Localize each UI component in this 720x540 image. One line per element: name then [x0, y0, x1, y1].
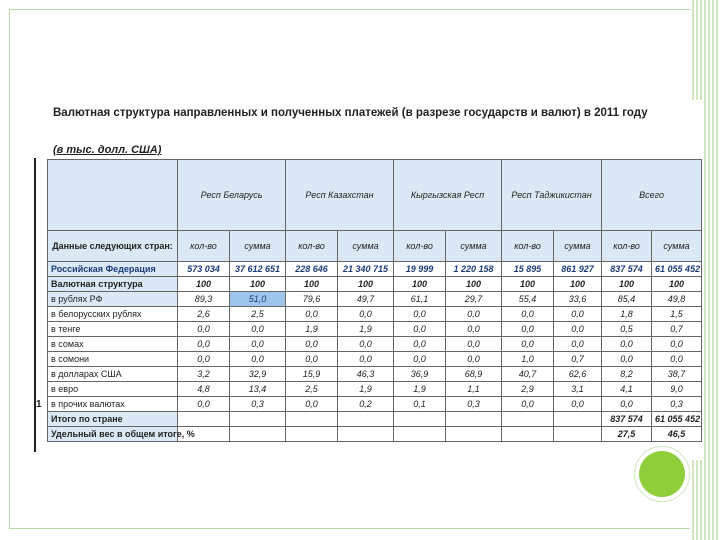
table-cell: 0,0	[338, 352, 394, 367]
row-label: в тенге	[48, 322, 178, 337]
header-corner	[48, 160, 178, 231]
table-row	[48, 352, 702, 367]
table-cell	[554, 412, 602, 427]
table-cell: 2,6	[178, 307, 230, 322]
row-label: в сомони	[48, 352, 178, 367]
table-cell: 61 055 452	[652, 412, 702, 427]
table-cell: 100	[286, 277, 338, 292]
table-cell: 15 895	[502, 262, 554, 277]
table-cell: 100	[338, 277, 394, 292]
row-number: 1	[36, 399, 42, 410]
table-cell: 0,7	[554, 352, 602, 367]
table-cell: 0,0	[394, 352, 446, 367]
group-header-belarus: Респ Беларусь	[178, 160, 286, 231]
table-cell: 0,0	[230, 322, 286, 337]
table-cell: 0,0	[178, 322, 230, 337]
table-cell: 0,0	[652, 337, 702, 352]
group-header-total: Всего	[602, 160, 702, 231]
table-cell: 3,2	[178, 367, 230, 382]
table-cell: 0,0	[338, 307, 394, 322]
table-cell: 100	[394, 277, 446, 292]
table-cell: 0,0	[602, 337, 652, 352]
table-cell: 0,3	[652, 397, 702, 412]
table-cell	[178, 412, 230, 427]
table-cell: 1,9	[394, 382, 446, 397]
table-cell: 0,0	[554, 397, 602, 412]
col-kol: кол-во	[178, 231, 230, 262]
subheader-row	[48, 231, 702, 262]
table-cell: 49,7	[338, 292, 394, 307]
table-cell: 0,0	[178, 397, 230, 412]
table-cell: 89,3	[178, 292, 230, 307]
group-header-kyrgyzstan: Кыргызская Респ	[394, 160, 502, 231]
table-cell: 0,0	[554, 307, 602, 322]
table-cell: 46,5	[652, 427, 702, 442]
table-cell: 79,6	[286, 292, 338, 307]
col-kol: кол-во	[502, 231, 554, 262]
table-cell: 0,0	[230, 337, 286, 352]
table-cell: 0,0	[502, 337, 554, 352]
table-cell	[394, 427, 446, 442]
table-cell: 0,0	[230, 352, 286, 367]
table-cell: 51,0	[230, 292, 286, 307]
table-cell: 100	[230, 277, 286, 292]
table-cell: 100	[652, 277, 702, 292]
decorative-green-circle	[639, 451, 685, 497]
row-label: Итого по стране	[48, 412, 178, 427]
table-cell: 0,0	[338, 337, 394, 352]
table-cell	[446, 412, 502, 427]
table-cell: 46,3	[338, 367, 394, 382]
table-row	[48, 307, 702, 322]
table-cell	[502, 427, 554, 442]
table-cell	[394, 412, 446, 427]
table-cell: 68,9	[446, 367, 502, 382]
row-label: в прочих валютах	[48, 397, 178, 412]
table-cell: 36,9	[394, 367, 446, 382]
table-cell: 0,0	[602, 352, 652, 367]
table-cell: 19 999	[394, 262, 446, 277]
table-cell: 861 927	[554, 262, 602, 277]
table-cell	[230, 412, 286, 427]
table-row	[48, 412, 702, 427]
table-cell: 1,9	[286, 322, 338, 337]
table-cell: 1,8	[602, 307, 652, 322]
table-cell: 100	[502, 277, 554, 292]
table-cell: 0,0	[652, 352, 702, 367]
table-cell: 837 574	[602, 262, 652, 277]
table-row	[48, 367, 702, 382]
col-summa: сумма	[554, 231, 602, 262]
table-cell: 228 646	[286, 262, 338, 277]
table-cell: 29,7	[446, 292, 502, 307]
table-title: Валютная структура направленных и полученных платежей (в разрезе государств и валют) в 2011 году	[53, 107, 648, 119]
table-cell: 0,5	[602, 322, 652, 337]
table-cell: 0,0	[286, 307, 338, 322]
table-cell: 0,0	[286, 352, 338, 367]
table-cell: 0,2	[338, 397, 394, 412]
group-header-tajikistan: Респ Таджикистан	[502, 160, 602, 231]
table-cell: 0,0	[554, 322, 602, 337]
row-label: Валютная структура	[48, 277, 178, 292]
col-kol: кол-во	[286, 231, 338, 262]
table-cell	[286, 412, 338, 427]
table-cell: 100	[554, 277, 602, 292]
table-cell: 0,0	[502, 307, 554, 322]
table-cell: 0,0	[554, 337, 602, 352]
table-cell	[446, 427, 502, 442]
table-cell: 0,0	[394, 337, 446, 352]
table-row	[48, 337, 702, 352]
table-cell: 15,9	[286, 367, 338, 382]
table-cell: 100	[446, 277, 502, 292]
row-label: Российская Федерация	[48, 262, 178, 277]
table-cell	[230, 427, 286, 442]
table-cell: 2,9	[502, 382, 554, 397]
group-header-kazakhstan: Респ Казахстан	[286, 160, 394, 231]
table-cell: 27,5	[602, 427, 652, 442]
table-cell: 0,0	[178, 337, 230, 352]
table-cell: 21 340 715	[338, 262, 394, 277]
table-cell: 1,9	[338, 322, 394, 337]
row-label: в сомах	[48, 337, 178, 352]
table-cell: 0,0	[446, 322, 502, 337]
col-summa: сумма	[338, 231, 394, 262]
table-cell: 32,9	[230, 367, 286, 382]
table-cell: 40,7	[502, 367, 554, 382]
table-cell: 1 220 158	[446, 262, 502, 277]
table-cell: 0,0	[502, 397, 554, 412]
row-label: в белорусских рублях	[48, 307, 178, 322]
table-cell	[286, 427, 338, 442]
table-cell: 62,6	[554, 367, 602, 382]
table-cell: 0,0	[178, 352, 230, 367]
table-row	[48, 262, 702, 277]
table-cell: 837 574	[602, 412, 652, 427]
table-cell: 0,0	[286, 337, 338, 352]
table-cell: 3,1	[554, 382, 602, 397]
table-cell: 0,0	[602, 397, 652, 412]
table-cell: 38,7	[652, 367, 702, 382]
table-cell	[338, 412, 394, 427]
table-cell: 33,6	[554, 292, 602, 307]
table-cell: 100	[178, 277, 230, 292]
table-cell: 1,9	[338, 382, 394, 397]
table-cell	[554, 427, 602, 442]
table-cell: 100	[602, 277, 652, 292]
col-summa: сумма	[230, 231, 286, 262]
table-row	[48, 292, 702, 307]
table-cell: 0,0	[502, 322, 554, 337]
table-cell: 0,1	[394, 397, 446, 412]
table-cell: 61,1	[394, 292, 446, 307]
row-label: Удельный вес в общем итоге, %	[48, 427, 178, 442]
table-cell: 8,2	[602, 367, 652, 382]
payments-table	[47, 159, 702, 442]
table-cell: 0,3	[230, 397, 286, 412]
table-cell: 4,8	[178, 382, 230, 397]
table-cell: 0,0	[446, 352, 502, 367]
table-cell: 0,0	[286, 397, 338, 412]
table-cell: 0,0	[446, 337, 502, 352]
table-cell: 55,4	[502, 292, 554, 307]
table-cell: 85,4	[602, 292, 652, 307]
table-cell: 9,0	[652, 382, 702, 397]
col-kol: кол-во	[602, 231, 652, 262]
table-cell: 0,0	[394, 307, 446, 322]
table-row	[48, 382, 702, 397]
table-row	[48, 427, 702, 442]
table-cell: 2,5	[230, 307, 286, 322]
table-cell: 4,1	[602, 382, 652, 397]
table-cell: 1,1	[446, 382, 502, 397]
table-cell: 0,7	[652, 322, 702, 337]
table-row	[48, 397, 702, 412]
table-cell: 0,0	[446, 307, 502, 322]
table-row	[48, 277, 702, 292]
table-row	[48, 322, 702, 337]
table-cell: 49,8	[652, 292, 702, 307]
table-cell: 1,5	[652, 307, 702, 322]
row-label: в долларах США	[48, 367, 178, 382]
table-cell: 0,3	[446, 397, 502, 412]
table-cell	[502, 412, 554, 427]
col-summa: сумма	[446, 231, 502, 262]
group-header-row	[48, 160, 702, 231]
row-label: в рублях РФ	[48, 292, 178, 307]
table-cell: 0,0	[394, 322, 446, 337]
header-label: Данные следующих стран:	[48, 231, 178, 262]
table-cell: 573 034	[178, 262, 230, 277]
col-kol: кол-во	[394, 231, 446, 262]
units-caption: (в тыс. долл. США)	[53, 144, 162, 156]
table-cell: 2,5	[286, 382, 338, 397]
col-summa: сумма	[652, 231, 702, 262]
table-cell: 13,4	[230, 382, 286, 397]
row-label: в евро	[48, 382, 178, 397]
table-cell: 1,0	[502, 352, 554, 367]
table-cell: 37 612 651	[230, 262, 286, 277]
table-cell: 61 055 452	[652, 262, 702, 277]
table-cell	[338, 427, 394, 442]
